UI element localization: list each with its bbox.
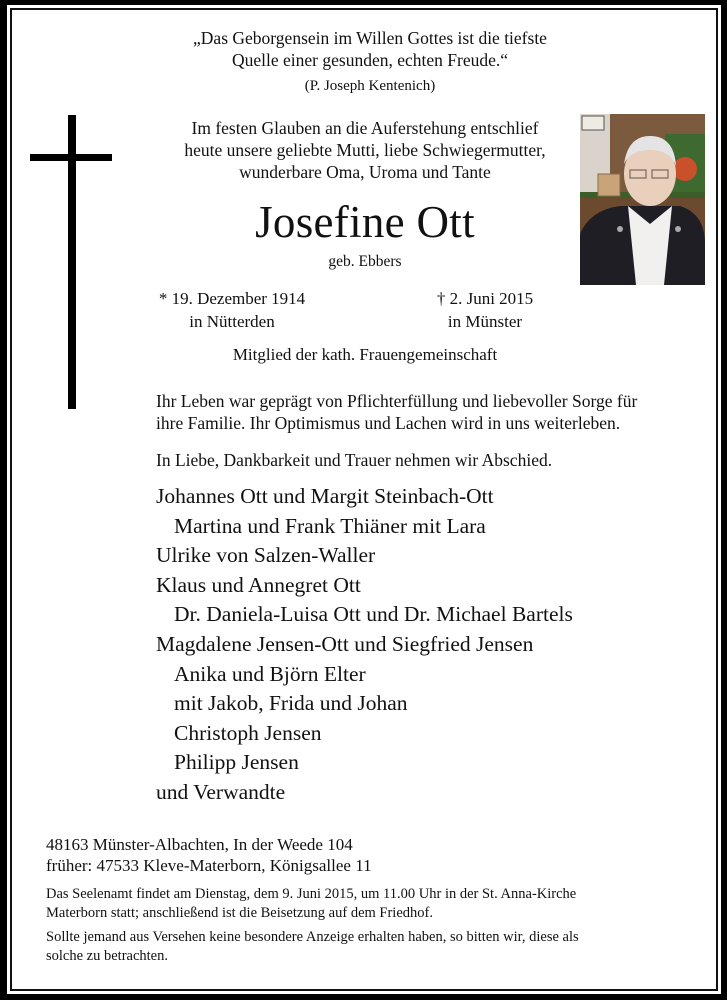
family-member: Christoph Jensen bbox=[174, 720, 322, 745]
intro-text bbox=[140, 117, 590, 183]
death-place: in Münster bbox=[447, 312, 523, 331]
deceased-name: Josefine Ott bbox=[255, 197, 475, 247]
life-line: ihre Familie. Ihr Optimismus und Lachen wird in uns weiterleben. bbox=[156, 413, 621, 433]
family-member: Ulrike von Salzen-Waller bbox=[156, 543, 376, 568]
death-date: † 2. Juni 2015 bbox=[436, 289, 534, 308]
birth-date: * 19. Dezember 1914 bbox=[158, 289, 306, 308]
quote-line: Quelle einer gesunden, echten Freude.“ bbox=[232, 50, 508, 70]
family-member: Philipp Jensen bbox=[174, 750, 299, 775]
current-address: 48163 Münster-Albachten, In der Weede 104 bbox=[46, 835, 353, 854]
intro-line: heute unsere geliebte Mutti, liebe Schwiegermutter, bbox=[184, 140, 546, 160]
quote-author: (P. Joseph Kentenich) bbox=[304, 78, 436, 94]
family-member: mit Jakob, Frida und Johan bbox=[174, 691, 408, 716]
birth-place: in Nütterden bbox=[189, 312, 275, 331]
birth-info bbox=[152, 287, 312, 333]
funeral-notice bbox=[46, 885, 706, 922]
former-address: früher: 47533 Kleve-Materborn, Königsallee 11 bbox=[46, 856, 372, 875]
family-member: Anika und Björn Elter bbox=[174, 661, 366, 686]
portrait-photo bbox=[580, 114, 705, 285]
notice-line: Sollte jemand aus Versehen keine besondere Anzeige erhalten haben, so bitten wir, diese als bbox=[46, 929, 579, 945]
missing-notice bbox=[46, 928, 706, 965]
portrait-illustration bbox=[580, 114, 705, 285]
family-member: und Verwandte bbox=[156, 779, 286, 804]
address-block bbox=[46, 834, 646, 876]
notice-line: Materborn statt; anschließend ist die Beisetzung auf dem Friedhof. bbox=[46, 904, 433, 921]
intro-line: wunderbare Oma, Uroma und Tante bbox=[239, 162, 491, 182]
membership: Mitglied der kath. Frauengemeinschaft bbox=[232, 345, 498, 364]
death-info bbox=[410, 287, 560, 333]
family-member: Johannes Ott und Margit Steinbach-Ott bbox=[156, 484, 494, 508]
quote bbox=[140, 27, 600, 71]
notice-line: solche zu betrachten. bbox=[46, 947, 168, 964]
birth-name: geb. Ebbers bbox=[328, 253, 402, 270]
family-member: Klaus und Annegret Ott bbox=[156, 572, 361, 597]
family-member: Dr. Daniela-Luisa Ott und Dr. Michael Bartels bbox=[174, 602, 573, 627]
family-member: Martina und Frank Thiäner mit Lara bbox=[174, 513, 486, 538]
intro-line: Im festen Glauben an die Auferstehung entschlief bbox=[191, 118, 539, 138]
family-list bbox=[156, 482, 676, 808]
quote-line: „Das Geborgensein im Willen Gottes ist die tiefste bbox=[193, 28, 547, 48]
notice-block bbox=[46, 885, 706, 971]
notice-line: Das Seelenamt findet am Dienstag, dem 9. Juni 2015, um 11.00 Uhr in der St. Anna-Kirche bbox=[46, 886, 577, 902]
life-line: Ihr Leben war geprägt von Pflichterfüllung und liebevoller Sorge für bbox=[156, 391, 638, 411]
family-member: Magdalene Jensen-Ott und Siegfried Jensen bbox=[156, 631, 534, 656]
cross-icon-crossbar bbox=[30, 154, 112, 161]
farewell-text: In Liebe, Dankbarkeit und Trauer nehmen wir Abschied. bbox=[156, 450, 553, 470]
life-text bbox=[156, 390, 716, 434]
